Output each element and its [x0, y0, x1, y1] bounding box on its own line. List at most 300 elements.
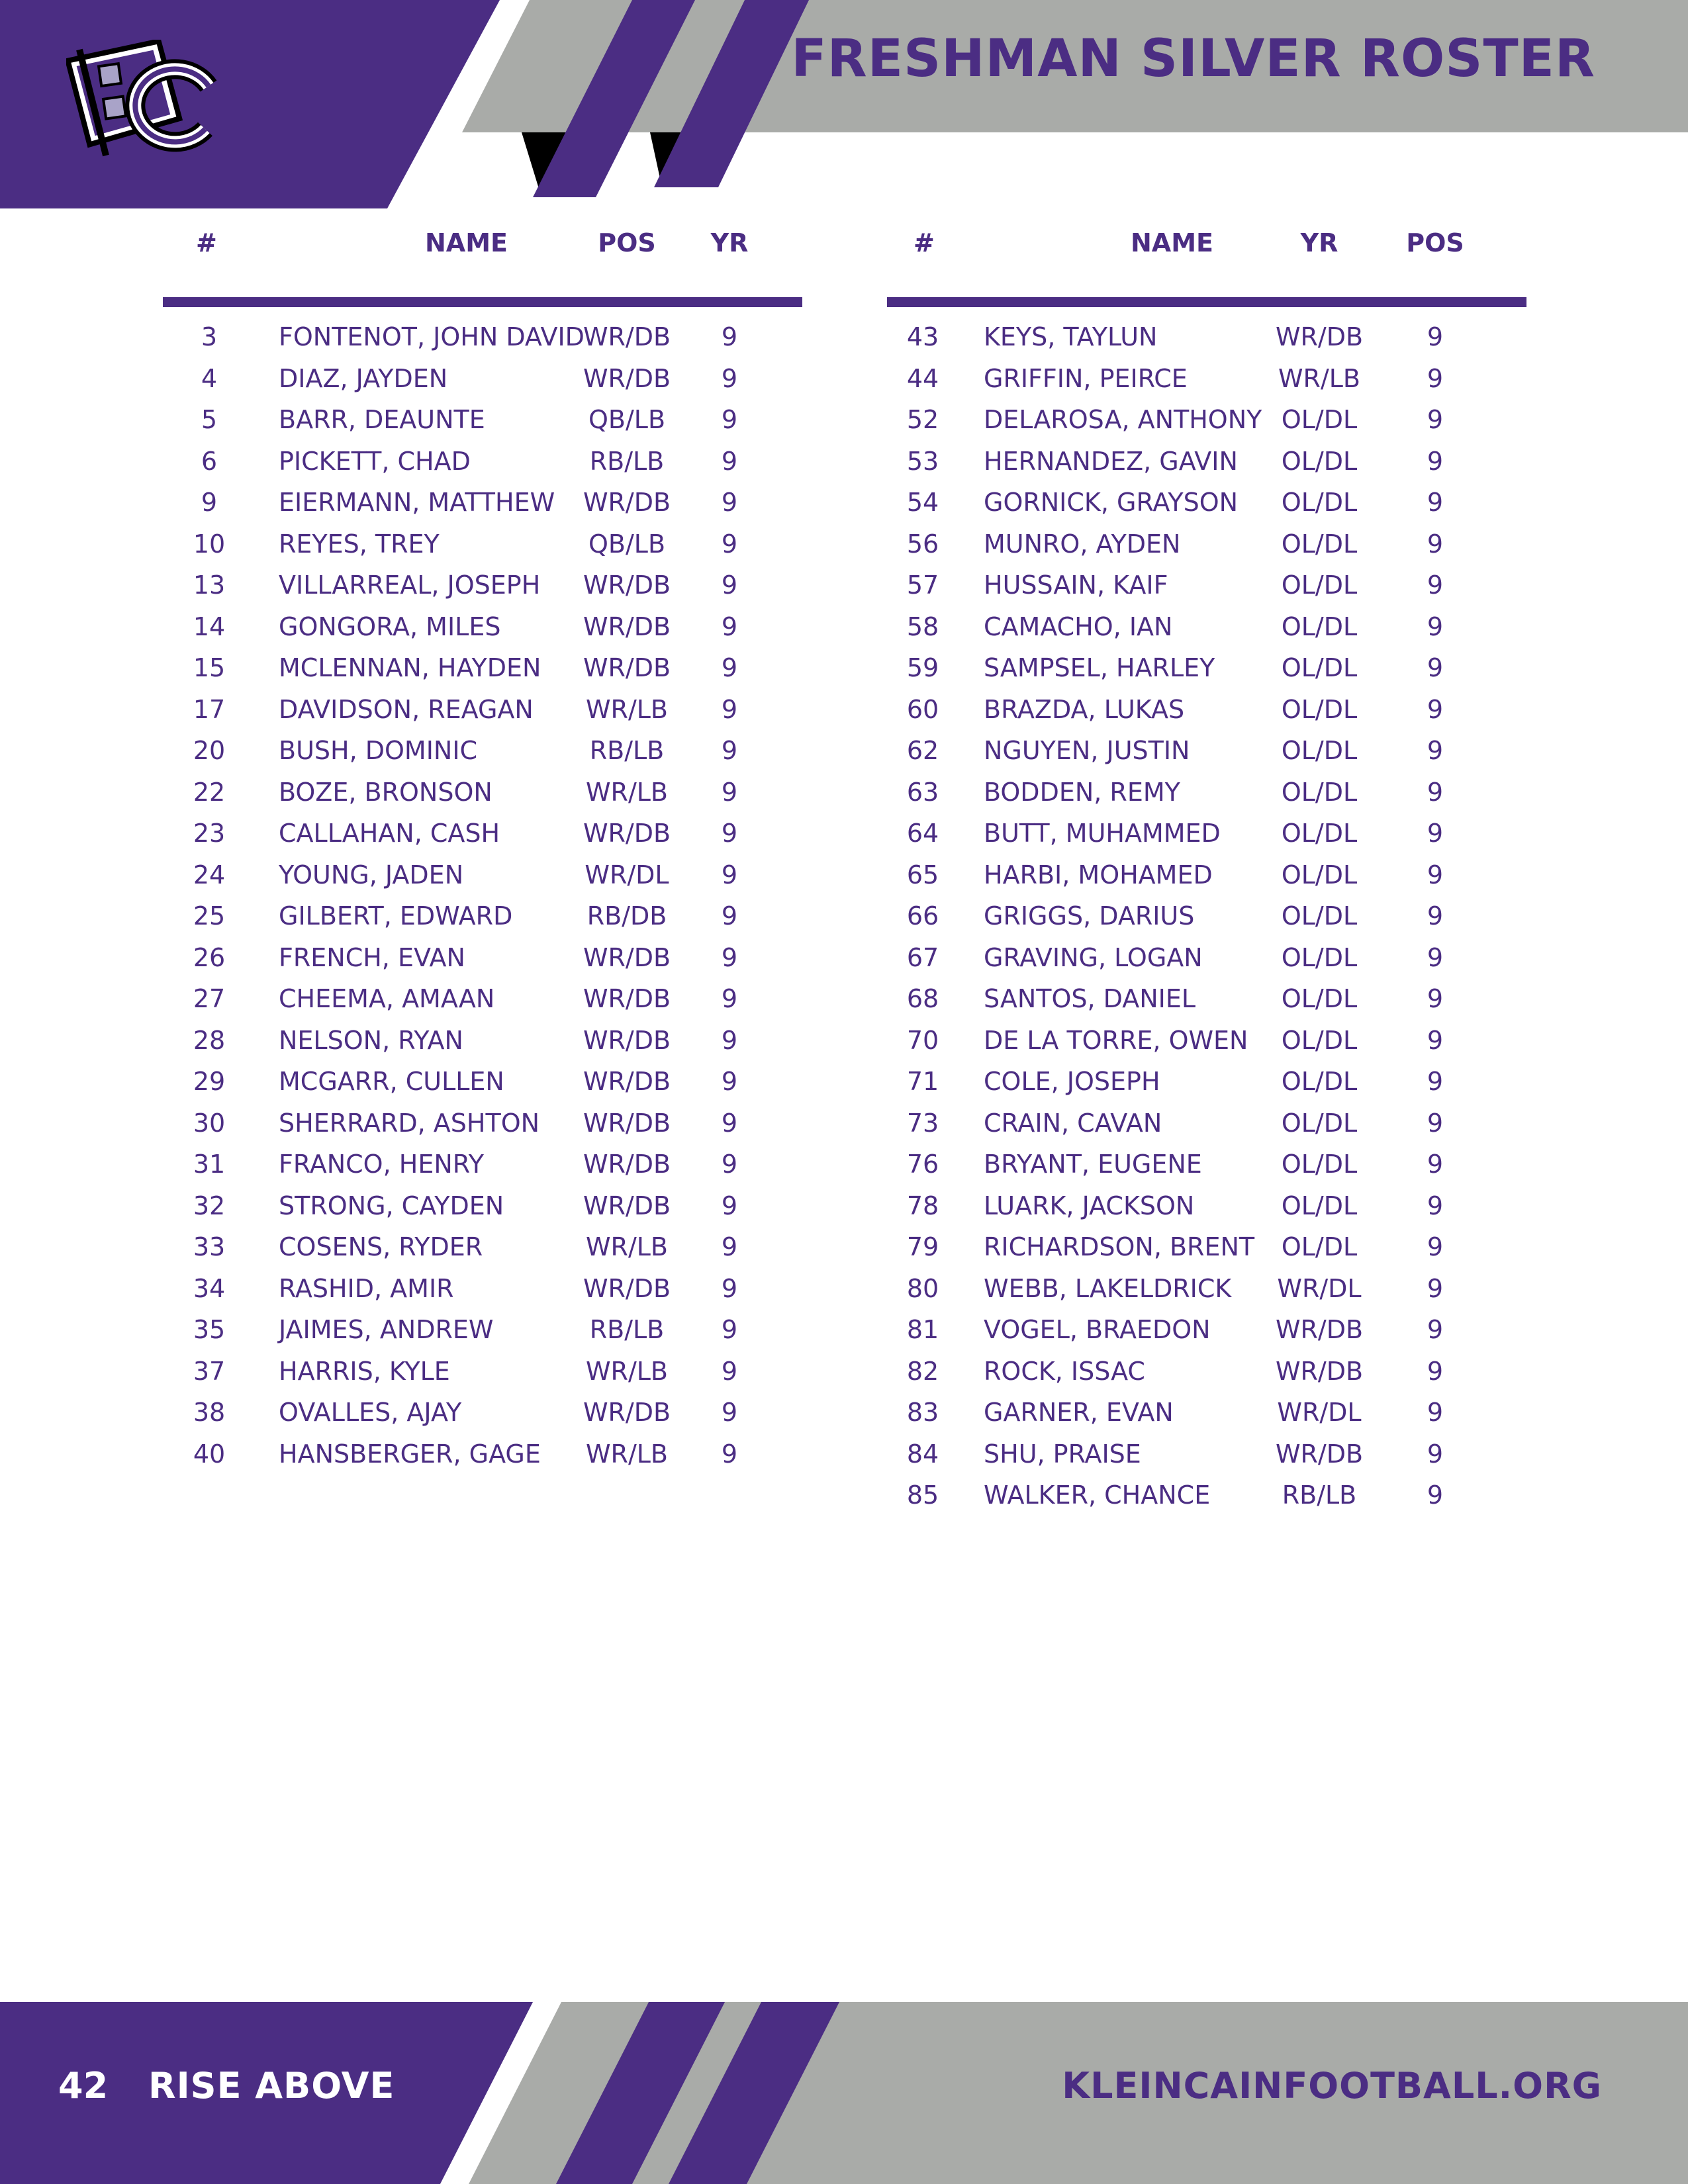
player-name: HARBI, MOHAMED [984, 860, 1213, 889]
roster-row [163, 525, 802, 567]
player-number: 64 [906, 819, 939, 848]
roster-row [887, 691, 1526, 733]
player-number: 17 [193, 694, 226, 724]
player-name: NGUYEN, JUSTIN [984, 736, 1190, 765]
player-year: 9 [1427, 653, 1444, 682]
player-year: 9 [721, 1273, 738, 1303]
player-number: 27 [193, 984, 226, 1013]
player-year: 9 [721, 488, 738, 517]
roster-row [887, 774, 1526, 815]
player-year: 9 [1427, 1439, 1444, 1469]
player-name: MCLENNAN, HAYDEN [279, 653, 541, 682]
player-position: WR/DL [1277, 1273, 1362, 1303]
player-position: WR/DL [585, 860, 669, 889]
player-position: OL/DL [1281, 1232, 1358, 1261]
player-position: OL/DL [1281, 860, 1358, 889]
player-name: NELSON, RYAN [279, 1025, 463, 1055]
roster-row [163, 1394, 802, 1435]
roster-row [887, 360, 1526, 402]
player-number: 28 [193, 1025, 226, 1055]
player-position: WR/LB [585, 1356, 669, 1386]
roster-row [163, 815, 802, 856]
player-number: 25 [193, 901, 226, 931]
col-pos-header: POS [598, 228, 656, 257]
roster-row [887, 1228, 1526, 1270]
player-year: 9 [721, 1232, 738, 1261]
player-year: 9 [1427, 694, 1444, 724]
player-position: OL/DL [1281, 819, 1358, 848]
player-name: BRAZDA, LUKAS [984, 694, 1185, 724]
player-position: WR/DB [1275, 1439, 1364, 1469]
player-year: 9 [1427, 736, 1444, 765]
player-year: 9 [1427, 1232, 1444, 1261]
roster-row [163, 774, 802, 815]
player-name: KEYS, TAYLUN [984, 322, 1158, 351]
player-number: 66 [906, 901, 939, 931]
player-number: 9 [201, 488, 218, 517]
player-number: 6 [201, 446, 218, 476]
player-year: 9 [1427, 570, 1444, 600]
player-position: WR/LB [585, 1232, 669, 1261]
player-name: RASHID, AMIR [279, 1273, 454, 1303]
player-year: 9 [721, 694, 738, 724]
player-name: MCGARR, CULLEN [279, 1067, 504, 1096]
player-name: BODDEN, REMY [984, 777, 1180, 807]
roster-row [163, 980, 802, 1022]
player-year: 9 [721, 363, 738, 393]
player-number: 20 [193, 736, 226, 765]
roster-row [163, 443, 802, 484]
player-position: OL/DL [1281, 446, 1358, 476]
player-number: 78 [906, 1191, 939, 1220]
player-position: RB/DB [586, 901, 667, 931]
player-name: GONGORA, MILES [279, 612, 501, 641]
player-name: CALLAHAN, CASH [279, 819, 500, 848]
roster-row [887, 1311, 1526, 1353]
player-position: WR/DB [583, 612, 671, 641]
player-number: 13 [193, 570, 226, 600]
player-year: 9 [721, 1356, 738, 1386]
player-number: 53 [906, 446, 939, 476]
player-position: WR/DB [1275, 322, 1364, 351]
roster-row [887, 1187, 1526, 1229]
player-number: 54 [906, 488, 939, 517]
player-position: OL/DL [1281, 529, 1358, 559]
roster-row [887, 856, 1526, 898]
player-year: 9 [721, 1067, 738, 1096]
player-year: 9 [1427, 1315, 1444, 1344]
roster-row [887, 1146, 1526, 1187]
player-year: 9 [1427, 942, 1444, 972]
player-position: WR/DB [583, 984, 671, 1013]
roster-row [887, 443, 1526, 484]
player-name: HANSBERGER, GAGE [279, 1439, 541, 1469]
player-name: WEBB, LAKELDRICK [984, 1273, 1232, 1303]
header-rule [887, 297, 1526, 307]
player-position: WR/DB [583, 1108, 671, 1138]
roster-row [163, 897, 802, 939]
player-year: 9 [1427, 1480, 1444, 1510]
player-year: 9 [1427, 1191, 1444, 1220]
footer-website-link[interactable]: KLEINCAINFOOTBALL.ORG [1062, 2065, 1602, 2107]
roster-row [163, 484, 802, 525]
player-position: WR/DB [583, 363, 671, 393]
player-year: 9 [1427, 1067, 1444, 1096]
roster-row [887, 1063, 1526, 1105]
player-position: WR/DB [1275, 1315, 1364, 1344]
player-number: 79 [906, 1232, 939, 1261]
player-name: YOUNG, JADEN [279, 860, 464, 889]
roster-row [163, 649, 802, 691]
player-number: 26 [193, 942, 226, 972]
player-year: 9 [1427, 1398, 1444, 1427]
player-position: WR/DB [583, 1067, 671, 1096]
player-position: OL/DL [1281, 736, 1358, 765]
roster-row [887, 401, 1526, 443]
player-position: OL/DL [1281, 405, 1358, 434]
roster-row [887, 1022, 1526, 1064]
player-year: 9 [721, 1150, 738, 1179]
player-name: CHEEMA, AMAAN [279, 984, 495, 1013]
player-year: 9 [1427, 984, 1444, 1013]
roster-row [887, 1105, 1526, 1146]
player-number: 35 [193, 1315, 226, 1344]
player-position: WR/LB [585, 694, 669, 724]
roster-row [887, 897, 1526, 939]
player-year: 9 [721, 1315, 738, 1344]
player-name: HUSSAIN, KAIF [984, 570, 1168, 600]
player-name: BUSH, DOMINIC [279, 736, 478, 765]
player-number: 84 [906, 1439, 939, 1469]
player-position: OL/DL [1281, 984, 1358, 1013]
player-position: QB/LB [588, 405, 666, 434]
player-year: 9 [721, 736, 738, 765]
player-name: BRYANT, EUGENE [984, 1150, 1202, 1179]
player-name: VOGEL, BRAEDON [984, 1315, 1211, 1344]
roster-row [163, 939, 802, 981]
player-year: 9 [1427, 612, 1444, 641]
player-number: 70 [906, 1025, 939, 1055]
player-position: WR/DB [583, 1191, 671, 1220]
player-year: 9 [721, 1398, 738, 1427]
roster-row [887, 608, 1526, 650]
player-name: SAMPSEL, HARLEY [984, 653, 1215, 682]
player-year: 9 [721, 1439, 738, 1469]
roster-row [163, 1228, 802, 1270]
player-number: 58 [906, 612, 939, 641]
player-number: 83 [906, 1398, 939, 1427]
roster-row [887, 1435, 1526, 1477]
player-name: SHU, PRAISE [984, 1439, 1141, 1469]
player-year: 9 [1427, 405, 1444, 434]
roster-row [887, 649, 1526, 691]
player-year: 9 [1427, 1025, 1444, 1055]
player-position: RB/LB [589, 736, 665, 765]
player-name: SHERRARD, ASHTON [279, 1108, 540, 1138]
player-position: OL/DL [1281, 1191, 1358, 1220]
player-position: OL/DL [1281, 1108, 1358, 1138]
player-number: 60 [906, 694, 939, 724]
roster-row [163, 567, 802, 608]
roster-row [163, 360, 802, 402]
roster-row [163, 1105, 802, 1146]
player-position: WR/DB [583, 488, 671, 517]
player-year: 9 [1427, 901, 1444, 931]
player-position: WR/DB [583, 1150, 671, 1179]
player-number: 82 [906, 1356, 939, 1386]
player-name: EIERMANN, MATTHEW [279, 488, 555, 517]
player-position: WR/DB [583, 570, 671, 600]
player-number: 40 [193, 1439, 226, 1469]
player-position: WR/DL [1277, 1398, 1362, 1427]
player-year: 9 [721, 612, 738, 641]
col-name-header: NAME [425, 228, 508, 257]
player-position: RB/LB [589, 446, 665, 476]
player-name: BOZE, BRONSON [279, 777, 492, 807]
player-position: WR/DB [583, 653, 671, 682]
player-number: 43 [906, 322, 939, 351]
col-number-header: # [196, 228, 217, 257]
player-number: 62 [906, 736, 939, 765]
player-name: CAMACHO, IAN [984, 612, 1173, 641]
player-name: OVALLES, AJAY [279, 1398, 462, 1427]
player-year: 9 [721, 405, 738, 434]
player-name: SANTOS, DANIEL [984, 984, 1196, 1013]
player-position: OL/DL [1281, 570, 1358, 600]
player-name: GORNICK, GRAYSON [984, 488, 1239, 517]
player-number: 76 [906, 1150, 939, 1179]
player-position: OL/DL [1281, 653, 1358, 682]
player-year: 9 [721, 777, 738, 807]
roster-row [163, 1022, 802, 1064]
roster-row [887, 939, 1526, 981]
roster-row [163, 1311, 802, 1353]
player-year: 9 [1427, 363, 1444, 393]
player-number: 3 [201, 322, 218, 351]
player-position: OL/DL [1281, 1025, 1358, 1055]
player-year: 9 [1427, 446, 1444, 476]
roster-row [163, 1187, 802, 1229]
player-year: 9 [721, 1191, 738, 1220]
player-name: DAVIDSON, REAGAN [279, 694, 534, 724]
roster-row [163, 732, 802, 774]
player-position: OL/DL [1281, 901, 1358, 931]
player-name: VILLARREAL, JOSEPH [279, 570, 541, 600]
player-name: GRIFFIN, PEIRCE [984, 363, 1188, 393]
player-year: 9 [721, 984, 738, 1013]
player-year: 9 [1427, 860, 1444, 889]
player-position: WR/DB [583, 942, 671, 972]
player-name: BARR, DEAUNTE [279, 405, 485, 434]
player-name: HARRIS, KYLE [279, 1356, 450, 1386]
roster-row [163, 318, 802, 360]
player-year: 9 [1427, 322, 1444, 351]
player-position: WR/DB [583, 819, 671, 848]
roster-row [887, 567, 1526, 608]
player-name: COLE, JOSEPH [984, 1067, 1160, 1096]
player-number: 24 [193, 860, 226, 889]
header-rule [163, 297, 802, 307]
player-year: 9 [721, 653, 738, 682]
player-position: QB/LB [588, 529, 666, 559]
roster-row [887, 815, 1526, 856]
player-number: 32 [193, 1191, 226, 1220]
roster-row [887, 525, 1526, 567]
roster-row [163, 691, 802, 733]
roster-row [163, 1270, 802, 1312]
player-position: WR/LB [585, 1439, 669, 1469]
player-number: 33 [193, 1232, 226, 1261]
player-year: 9 [721, 1025, 738, 1055]
player-name: STRONG, CAYDEN [279, 1191, 504, 1220]
player-year: 9 [1427, 819, 1444, 848]
roster-row [163, 1063, 802, 1105]
player-number: 73 [906, 1108, 939, 1138]
player-position: OL/DL [1281, 612, 1358, 641]
footer-slogan: RISE ABOVE [148, 2065, 395, 2107]
player-year: 9 [721, 942, 738, 972]
col-yr-header: YR [710, 228, 749, 257]
player-number: 10 [193, 529, 226, 559]
player-name: FONTENOT, JOHN DAVID [279, 322, 585, 351]
player-name: DIAZ, JAYDEN [279, 363, 448, 393]
roster-row [163, 401, 802, 443]
player-position: WR/LB [585, 777, 669, 807]
player-year: 9 [721, 901, 738, 931]
player-year: 9 [1427, 529, 1444, 559]
col-name-header: NAME [1131, 228, 1213, 257]
col-pos-header: POS [1406, 228, 1464, 257]
player-name: GARNER, EVAN [984, 1398, 1174, 1427]
player-number: 15 [193, 653, 226, 682]
player-year: 9 [721, 322, 738, 351]
roster-row [887, 318, 1526, 360]
player-number: 56 [906, 529, 939, 559]
page-title: FRESHMAN SILVER ROSTER [791, 29, 1595, 89]
roster-row [887, 484, 1526, 525]
kc-flag-logo-icon [66, 40, 225, 159]
player-number: 5 [201, 405, 218, 434]
player-name: FRENCH, EVAN [279, 942, 465, 972]
player-name: RICHARDSON, BRENT [984, 1232, 1255, 1261]
roster-row [163, 1146, 802, 1187]
player-number: 34 [193, 1273, 226, 1303]
player-name: COSENS, RYDER [279, 1232, 483, 1261]
player-number: 57 [906, 570, 939, 600]
player-position: OL/DL [1281, 694, 1358, 724]
player-year: 9 [721, 570, 738, 600]
player-number: 68 [906, 984, 939, 1013]
player-year: 9 [721, 446, 738, 476]
player-year: 9 [1427, 1108, 1444, 1138]
player-position: WR/DB [583, 1273, 671, 1303]
player-year: 9 [721, 1108, 738, 1138]
player-number: 52 [906, 405, 939, 434]
roster-row [887, 1353, 1526, 1394]
player-position: WR/DB [583, 322, 671, 351]
player-name: CRAIN, CAVAN [984, 1108, 1162, 1138]
player-name: GILBERT, EDWARD [279, 901, 513, 931]
player-position: WR/LB [1278, 363, 1361, 393]
player-name: ROCK, ISSAC [984, 1356, 1145, 1386]
player-name: REYES, TREY [279, 529, 440, 559]
roster-row [887, 1394, 1526, 1435]
player-number: 71 [906, 1067, 939, 1096]
player-number: 31 [193, 1150, 226, 1179]
player-number: 30 [193, 1108, 226, 1138]
player-year: 9 [1427, 488, 1444, 517]
player-name: GRAVING, LOGAN [984, 942, 1203, 972]
player-name: PICKETT, CHAD [279, 446, 471, 476]
player-number: 63 [906, 777, 939, 807]
player-position: RB/LB [589, 1315, 665, 1344]
player-name: MUNRO, AYDEN [984, 529, 1181, 559]
roster-row [163, 1435, 802, 1477]
player-position: OL/DL [1281, 1150, 1358, 1179]
player-name: BUTT, MUHAMMED [984, 819, 1221, 848]
player-number: 38 [193, 1398, 226, 1427]
page-number: 42 [58, 2065, 109, 2107]
roster-row [887, 980, 1526, 1022]
roster-row [163, 608, 802, 650]
player-name: GRIGGS, DARIUS [984, 901, 1195, 931]
col-yr-header: YR [1300, 228, 1338, 257]
player-name: JAIMES, ANDREW [279, 1315, 494, 1344]
player-name: FRANCO, HENRY [279, 1150, 484, 1179]
player-name: DELAROSA, ANTHONY [984, 405, 1262, 434]
player-position: OL/DL [1281, 1067, 1358, 1096]
roster-row [163, 856, 802, 898]
player-number: 44 [906, 363, 939, 393]
player-number: 14 [193, 612, 226, 641]
player-year: 9 [1427, 1356, 1444, 1386]
player-name: LUARK, JACKSON [984, 1191, 1195, 1220]
player-number: 65 [906, 860, 939, 889]
player-position: WR/DB [1275, 1356, 1364, 1386]
player-number: 85 [906, 1480, 939, 1510]
player-name: HERNANDEZ, GAVIN [984, 446, 1238, 476]
roster-row [887, 1477, 1526, 1518]
player-position: WR/DB [583, 1398, 671, 1427]
player-year: 9 [1427, 1273, 1444, 1303]
player-name: WALKER, CHANCE [984, 1480, 1211, 1510]
player-number: 23 [193, 819, 226, 848]
player-number: 22 [193, 777, 226, 807]
col-number-header: # [914, 228, 935, 257]
player-position: OL/DL [1281, 777, 1358, 807]
player-year: 9 [721, 819, 738, 848]
roster-row [163, 1353, 802, 1394]
player-year: 9 [721, 860, 738, 889]
player-number: 81 [906, 1315, 939, 1344]
player-year: 9 [1427, 777, 1444, 807]
player-number: 29 [193, 1067, 226, 1096]
player-year: 9 [1427, 1150, 1444, 1179]
left-roster-rows [163, 318, 802, 1477]
player-number: 59 [906, 653, 939, 682]
player-position: RB/LB [1282, 1480, 1357, 1510]
roster-row [887, 1270, 1526, 1312]
player-position: OL/DL [1281, 488, 1358, 517]
player-number: 67 [906, 942, 939, 972]
player-position: OL/DL [1281, 942, 1358, 972]
player-number: 80 [906, 1273, 939, 1303]
player-number: 4 [201, 363, 218, 393]
player-number: 37 [193, 1356, 226, 1386]
roster-row [887, 732, 1526, 774]
player-position: WR/DB [583, 1025, 671, 1055]
right-roster-rows [887, 318, 1526, 1518]
